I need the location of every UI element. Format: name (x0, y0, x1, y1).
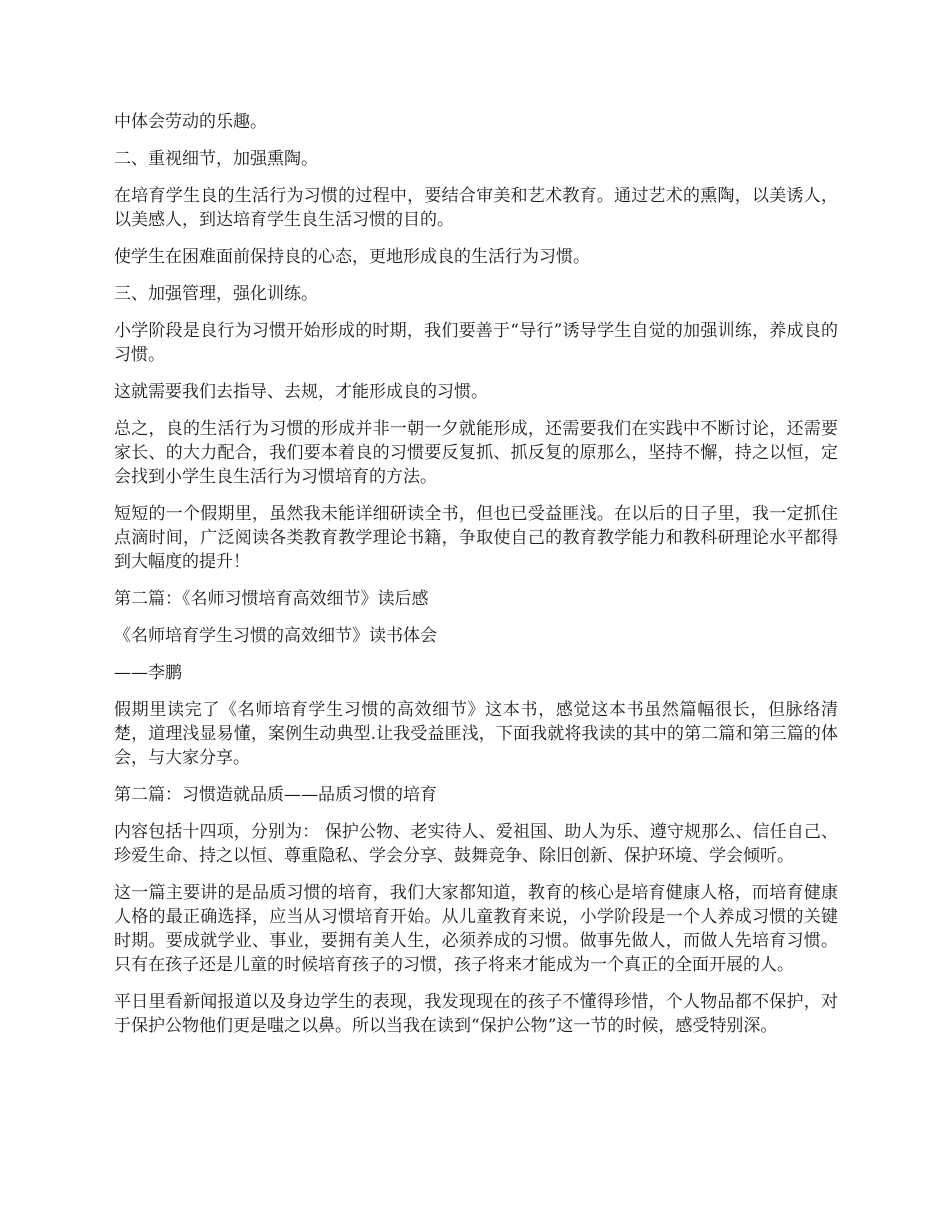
article-subtitle: 《名师培育学生习惯的高效细节》读书体会 (114, 626, 437, 646)
document-body (114, 110, 838, 1051)
paragraph-4: 使学生在困难面前保持良的心态，更地形成良的生活行为习惯。 (114, 247, 590, 267)
paragraph-6: 小学阶段是良行为习惯开始形成的时期，我们要善于“导行”诱导学生自觉的加强训练，养成良的习惯。 (114, 321, 838, 365)
paragraph-conclusion: 总之，良的生活行为习惯的形成并非一朝一夕就能形成，还需要我们在实践中不断讨论，还需要家长、的大力配合，我们要本着良的习惯要反复抓、抓反复的原那么，坚持不懈，持之以恒，定会找到小学生良生活行为习惯培育的方法。 (114, 419, 838, 487)
paragraph-7: 这就需要我们去指导、去规，才能形成良的习惯。 (114, 382, 488, 402)
article-title: 第二篇：《名师习惯培育高效细节》读后感 (114, 589, 429, 609)
paragraph-holiday: 短短的一个假期里，虽然我未能详细研读全书，但也已受益匪浅。在以后的日子里，我一定抓住点滴时间，广泛阅读各类教育教学理论书籍，争取使自己的教育教学能力和教科研理论水平都得到大幅度的提升！ (114, 504, 838, 572)
section-heading-2: 二、重视细节，加强熏陶。 (114, 149, 318, 169)
paragraph-main: 这一篇主要讲的是品质习惯的培育，我们大家都知道，教育的核心是培育健康人格，而培育健康人格的最正确选择，应当从习惯培育开始。从儿童教育来说，小学阶段是一个人养成习惯的关键时期。要成就学业、事业，要拥有美人生，必须养成的习惯。做事先做人，而做人先培育习惯。只有在孩子还是儿童的时候培育孩子的习惯，孩子将来才能成为一个真正的全面开展的人。 (114, 883, 838, 975)
section-heading-3: 三、加强管理，强化训练。 (114, 284, 318, 304)
paragraph-intro: 假期里读完了《名师培育学生习惯的高效细节》这本书，感觉这本书虽然篇幅很长，但脉络清楚，道理浅显易懂，案例生动典型.让我受益匪浅，下面我就将我读的其中的第二篇和第三篇的体会，与大家分享。 (114, 700, 838, 768)
paragraph-3: 在培育学生良的生活行为习惯的过程中，要结合审美和艺术教育。通过艺术的熏陶，以美诱人，以美感人，到达培育学生良生活习惯的目的。 (114, 186, 838, 230)
author-line: ——李鹏 (114, 663, 182, 683)
paragraph-final: 平日里看新闻报道以及身边学生的表现，我发现现在的孩子不懂得珍惜，个人物品都不保护，对于保护公物他们更是嗤之以鼻。所以当我在读到“保护公物”这一节的时候，感受特别深。 (114, 992, 838, 1036)
paragraph-1: 中体会劳动的乐趣。 (114, 112, 267, 132)
paragraph-contents: 内容包括十四项，分别为： 保护公物、老实待人、爱祖国、助人为乐、遵守规那么、信任自己、珍爱生命、持之以恒、尊重隐私、学会分享、鼓舞竞争、除旧创新、保护环境、学会倾听。 (114, 822, 838, 866)
chapter-heading: 第二篇：习惯造就品质——品质习惯的培育 (114, 785, 437, 805)
